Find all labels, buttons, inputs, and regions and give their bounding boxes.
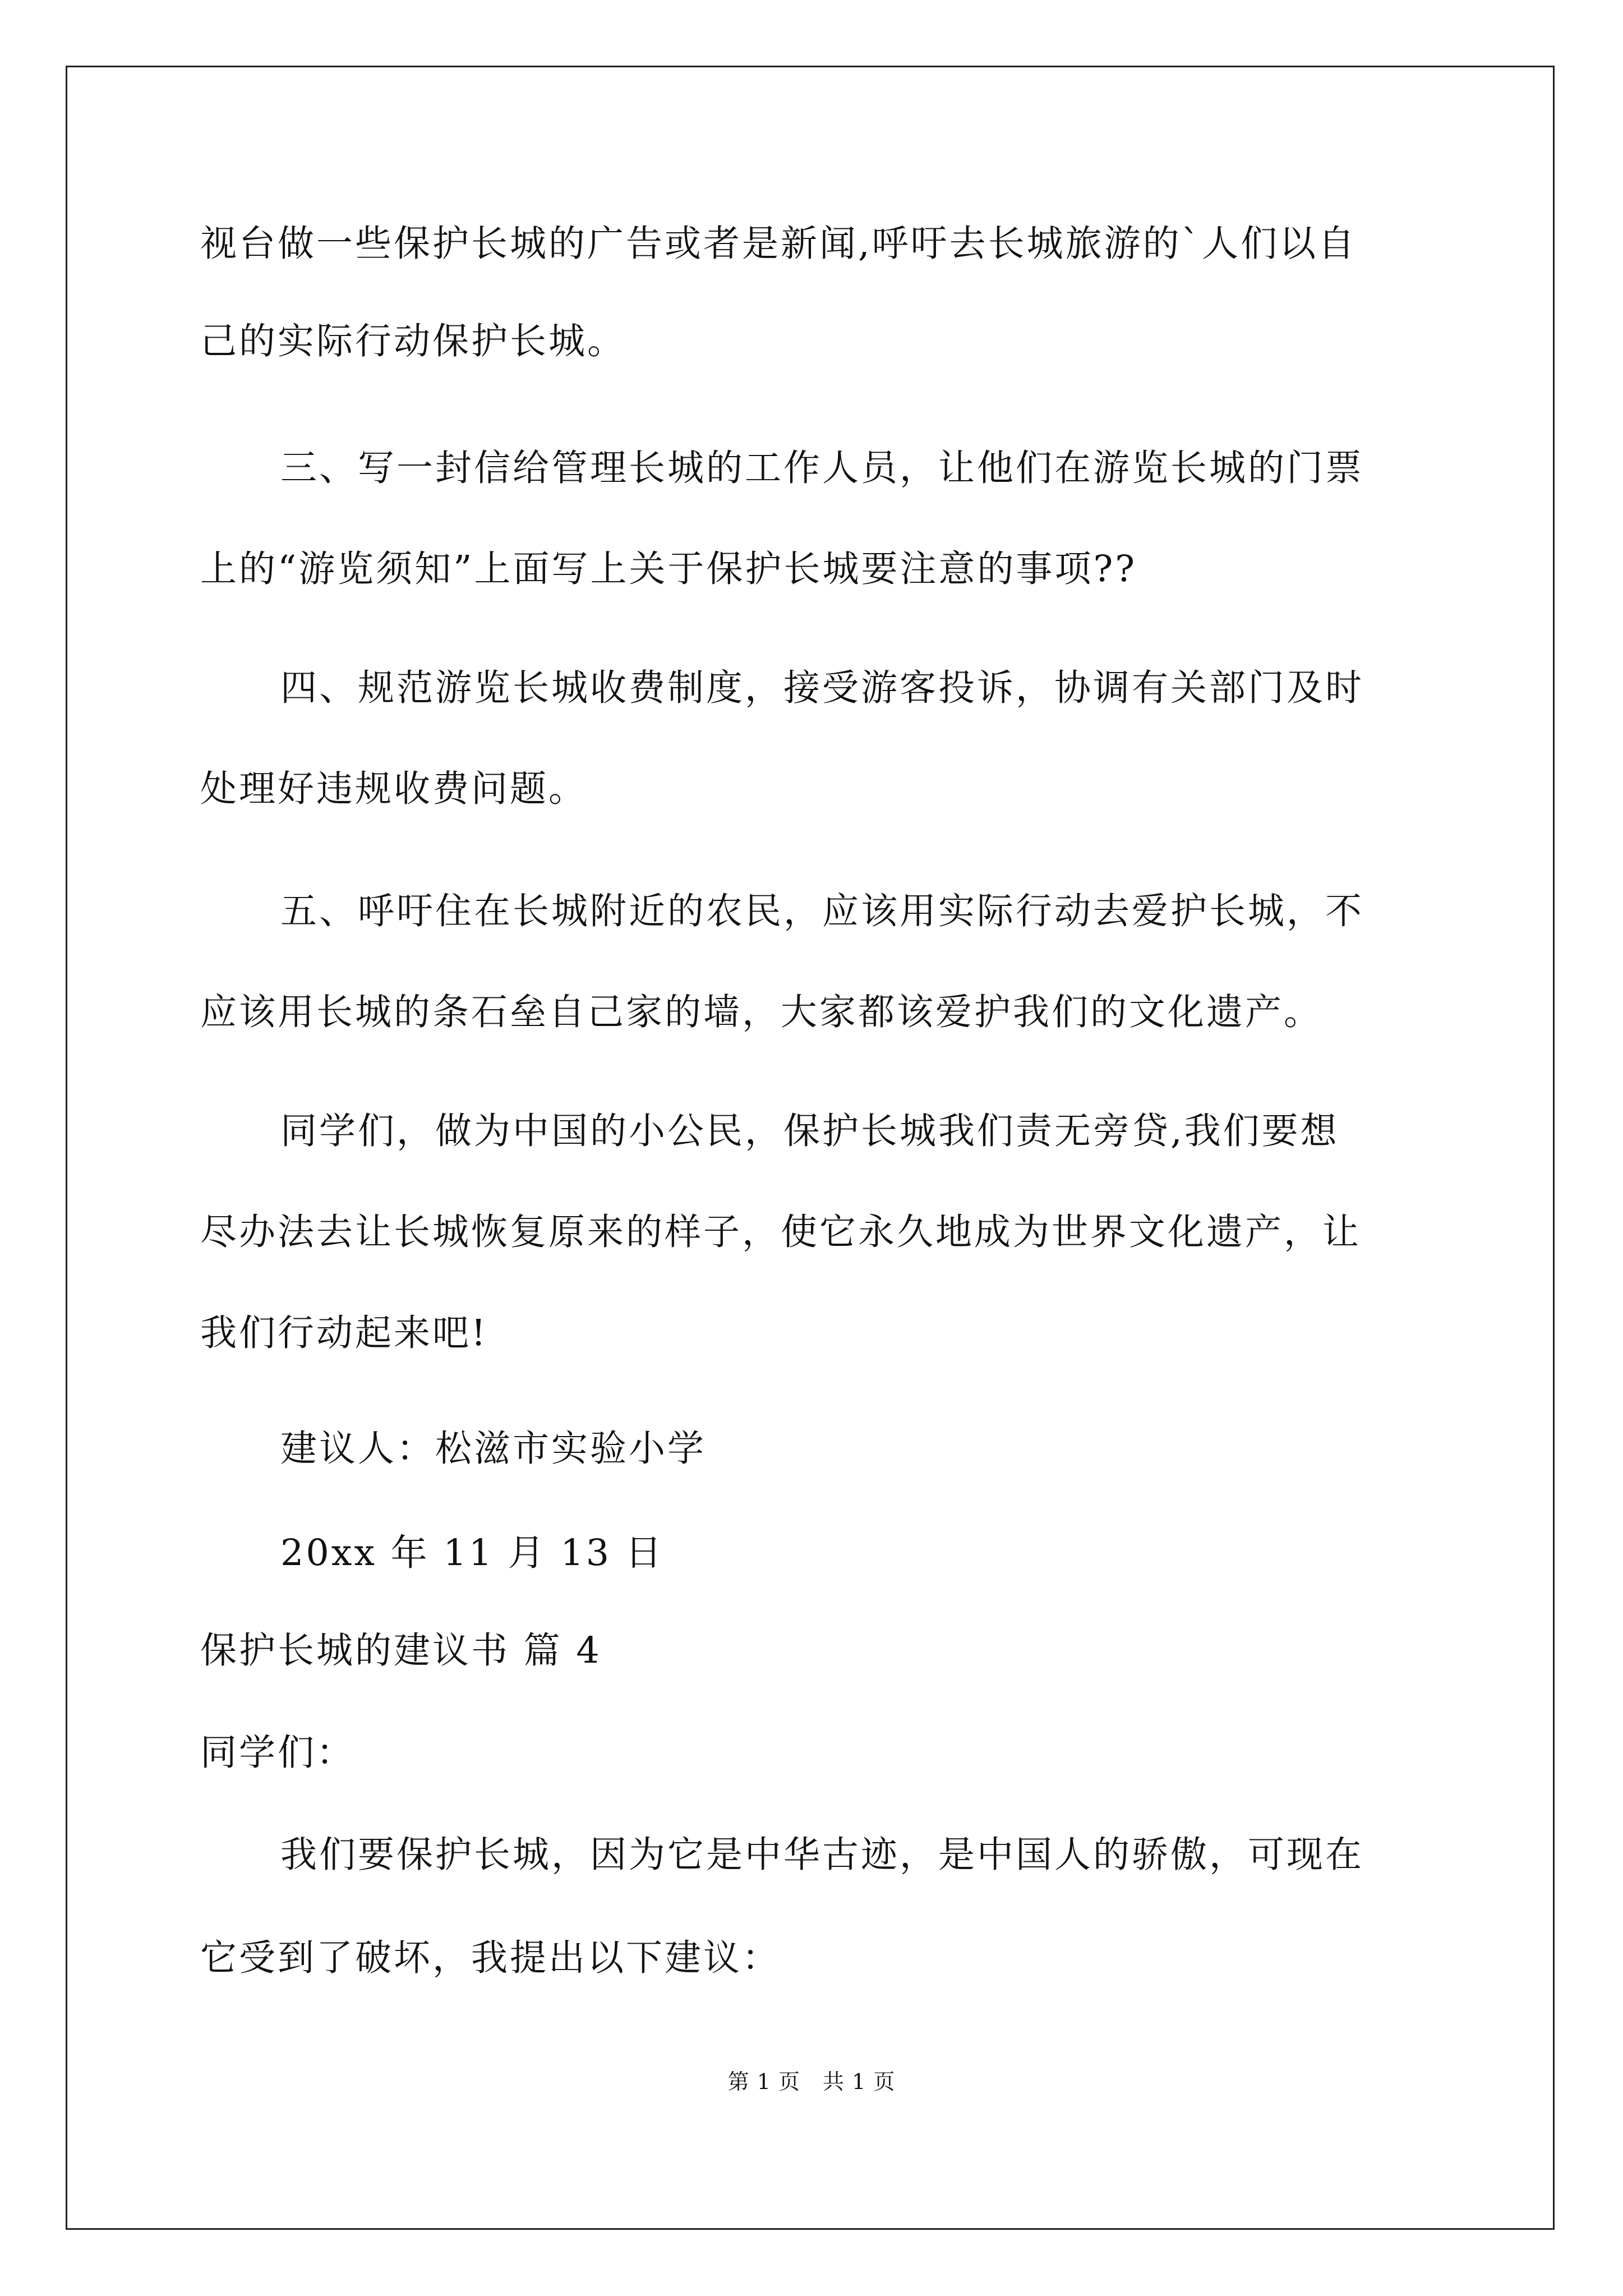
signature-line: 建议人：松滋市实验小学	[280, 1428, 707, 1470]
paragraph-line: 五、呼吁住在长城附近的农民，应该用实际行动去爱护长城，不	[280, 890, 1364, 932]
salutation: 同学们：	[200, 1732, 356, 1774]
paragraph-line: 同学们，做为中国的小公民，保护长城我们责无旁贷,我们要想	[280, 1110, 1339, 1152]
paragraph-line: 四、规范游览长城收费制度，接受游客投诉，协调有关部门及时	[280, 667, 1364, 709]
paragraph-line: 上的“游览须知”上面写上关于保护长城要注意的事项??	[200, 548, 1137, 590]
paragraph-line: 应该用长城的条石垒自己家的墙，大家都该爱护我们的文化遗产。	[200, 991, 1323, 1033]
paragraph-line: 尽办法去让长城恢复原来的样子，使它永久地成为世界文化遗产，让	[200, 1211, 1362, 1253]
section-heading: 保护长城的建议书 篇 4	[200, 1630, 602, 1672]
page-number: 第 1 页	[727, 2069, 800, 2094]
page-footer	[0, 2064, 1623, 2095]
paragraph-line: 我们行动起来吧!	[200, 1312, 488, 1354]
page-total: 共 1 页	[823, 2069, 896, 2094]
paragraph-line: 三、写一封信给管理长城的工作人员，让他们在游览长城的门票	[280, 447, 1364, 489]
paragraph-line: 我们要保护长城，因为它是中华古迹，是中国人的骄傲，可现在	[280, 1834, 1364, 1876]
paragraph-line: 己的实际行动保护长城。	[200, 320, 626, 362]
paragraph-line: 视台做一些保护长城的广告或者是新闻,呼吁去长城旅游的`人们以自	[200, 223, 1357, 265]
date-line: 20xx 年 11 月 13 日	[280, 1532, 664, 1574]
paragraph-line: 它受到了破坏，我提出以下建议：	[200, 1937, 781, 1979]
paragraph-line: 处理好违规收费问题。	[200, 768, 588, 810]
